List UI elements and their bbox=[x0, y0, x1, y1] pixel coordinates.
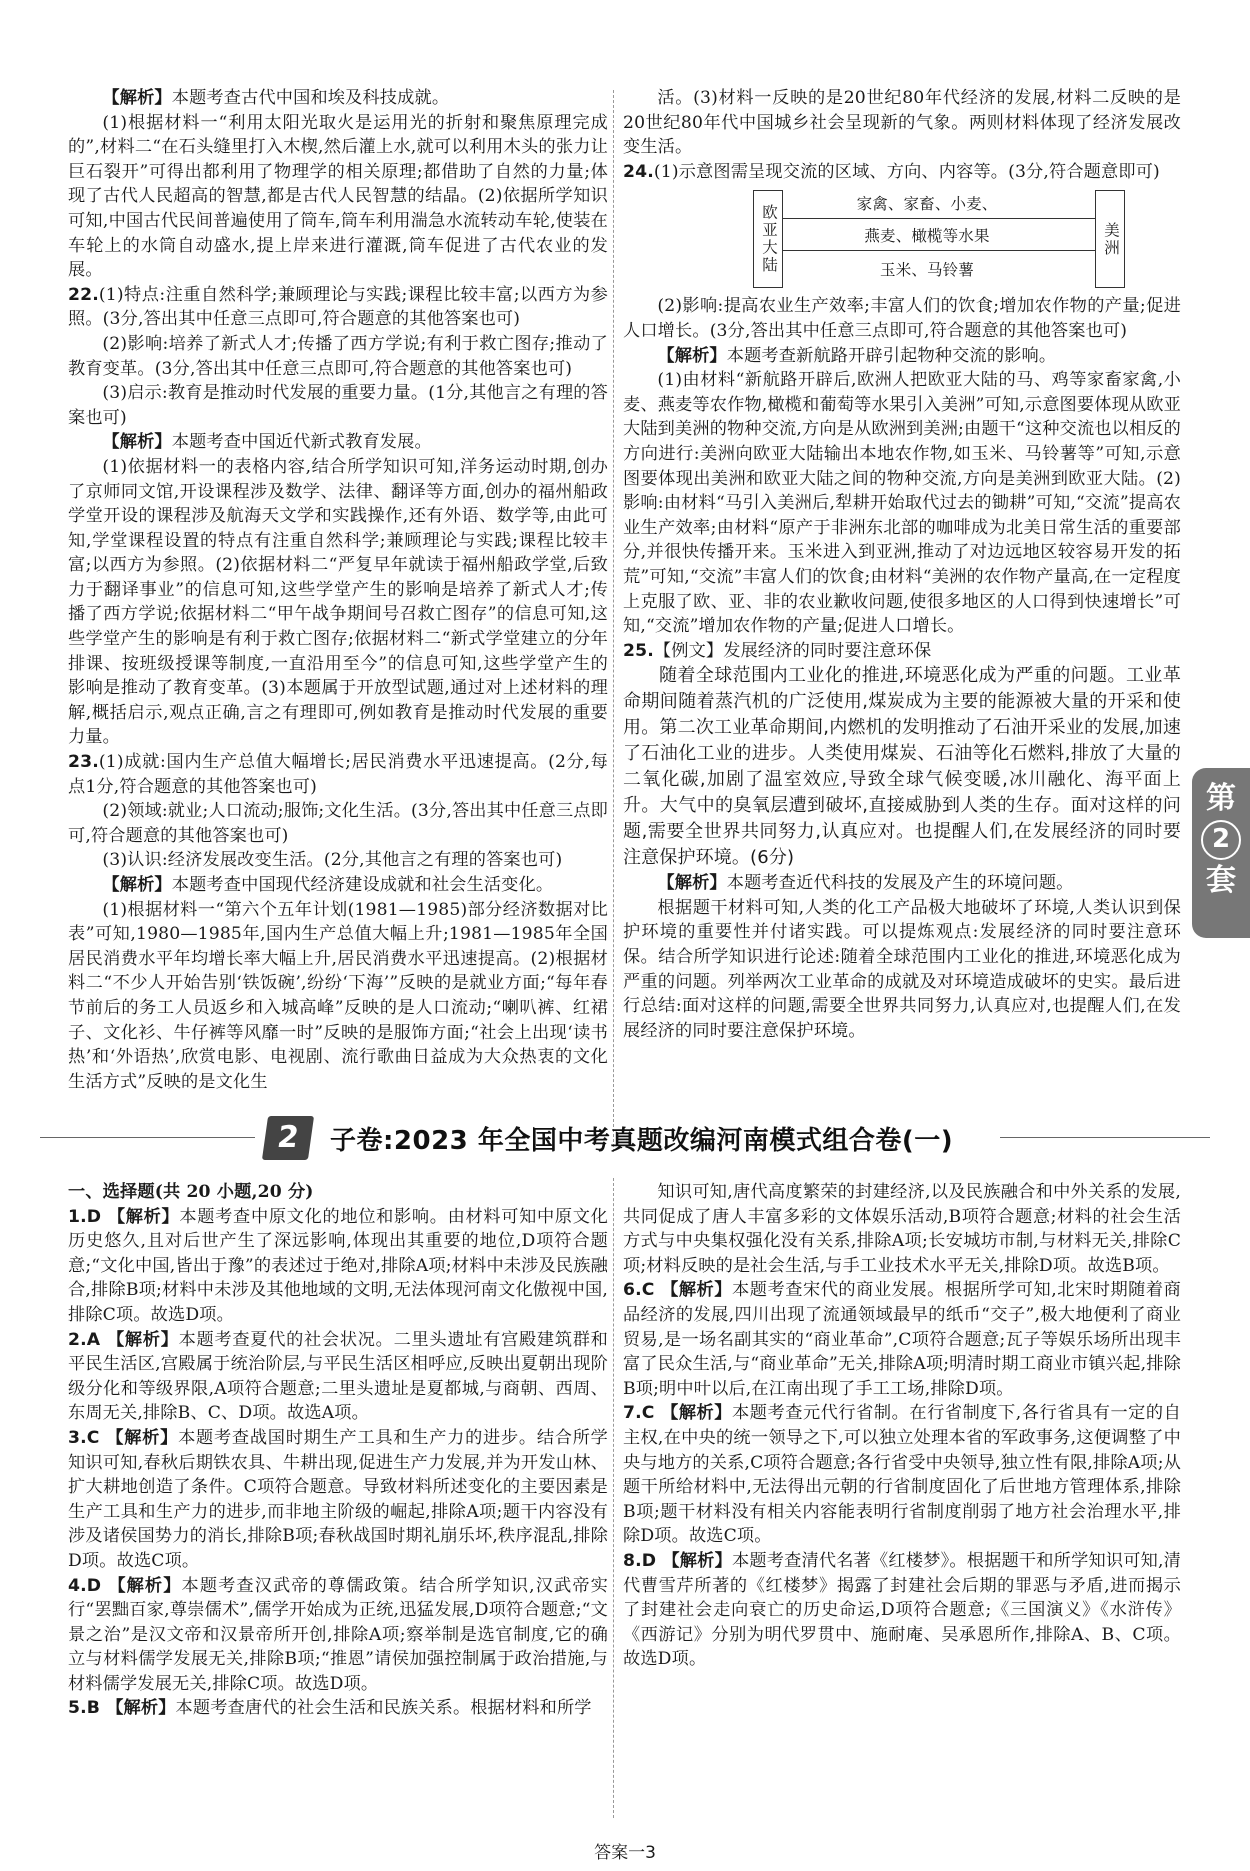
analysis-label: 【解析】 bbox=[107, 1206, 180, 1227]
paragraph bbox=[623, 1401, 1181, 1549]
analysis-label: 【解析】 bbox=[108, 1575, 182, 1596]
tab-bottom-char: 套 bbox=[1206, 863, 1236, 898]
paragraph bbox=[68, 1426, 608, 1574]
answer-text: (1)特点:注重自然科学;兼顾理论与实践;课程比较丰富;以西方为参照。(3分,答出其中任意三点即可,符合题意的其他答案也可) bbox=[68, 284, 608, 330]
question-number: 6. bbox=[623, 1280, 642, 1301]
answer-letter: D bbox=[641, 1550, 663, 1571]
analysis-label: 【解析】 bbox=[106, 1329, 179, 1350]
essay-text: 随着全球范围内工业化的推进,环境恶化成为严重的问题。工业革命期间随着蒸汽机的广泛使用,煤炭成为主要的能源被大量的开采和使用。第二次工业革命期间,内燃机的发明推动了石油开采业的发展,加速了石油化工业的进步。人类使用煤炭、石油等化石燃料,排放了大量的二氧化碳,加剧了温室效应,导致全球气候变暖,冰川融化、海平面上升。大气中的臭氧层遭到破坏,直接威胁到人类的生存。面对这样的问题,需要全世界共同努力,认真应对。也提醒人们,在发展经济的同时要注意保护环境。(6分) bbox=[623, 665, 1181, 869]
paragraph bbox=[623, 639, 1181, 664]
analysis-text: 本题考查古代中国和埃及科技成就。 bbox=[171, 88, 450, 108]
answer-letter: D bbox=[86, 1206, 108, 1227]
analysis-label: 【解析】 bbox=[662, 1550, 732, 1571]
paragraph bbox=[68, 283, 608, 332]
answer-letter: B bbox=[86, 1698, 107, 1719]
analysis-text: 本题考查中国近代新式教育发展。 bbox=[171, 432, 432, 453]
banner-rule-right bbox=[1000, 1137, 1210, 1138]
analysis-label: 【解析】 bbox=[102, 88, 172, 108]
paragraph: 知识可知,唐代高度繁荣的封建经济,以及民族融合和中外关系的发展,共同促成了唐人丰富多彩的文体娱乐活动,B项符合题意;材料的社会生活方式与中央集权强化没有关系,排除A项;长安城坊市制,与材料无关,排除C项;材料反映的是社会生活,与手工业技术水平无关,排除D项。故选B项。 bbox=[623, 1182, 1181, 1276]
diagram-right-box: 美洲 bbox=[1095, 190, 1125, 288]
analysis-label: 【解析】 bbox=[102, 875, 172, 895]
analysis-label: 【解析】 bbox=[657, 873, 727, 894]
paragraph: 活。(3)材料一反映的是20世纪80年代经济的发展,材料二反映的是20世纪80年代中国城乡社会呈现新的气象。两则材料体现了经济发展改变生活。 bbox=[623, 88, 1181, 158]
analysis-label: 【解析】 bbox=[657, 345, 727, 366]
banner-title: 子卷:2023 年全国中考真题改编河南模式组合卷(一) bbox=[330, 1126, 954, 1156]
analysis-label: 【解析】 bbox=[106, 1698, 176, 1719]
column-divider-bottom bbox=[613, 1178, 614, 1818]
section-banner bbox=[40, 1112, 1210, 1164]
paragraph: (1)根据材料一“利用太阳光取火是运用光的折射和聚焦原理完成的”,材料二“在石头缝里打入木楔,然后灌上水,就可以利用木头的张力让巨石裂开”可得出都利用了物理学的相关原理;都借助了自然的力量;体现了古代人民超高的智慧,都是古代人民智慧的结晶。(2)依据所学知识可知,中国古代民间普遍使用了筒车,筒车利用湍急水流转动车轮,使装在车轮上的水筒自动盛水,提上岸来进行灌溉,筒车促进了古代农业的发展。 bbox=[68, 112, 608, 281]
bottom-left-column bbox=[68, 1180, 608, 1721]
paragraph bbox=[623, 871, 1181, 896]
analysis-text: 本题考查唐代的社会生活和民族关系。根据材料和所学 bbox=[175, 1698, 592, 1719]
question-number: 22. bbox=[68, 284, 99, 305]
paragraph: 根据题干材料可知,人类的化工产品极大地破坏了环境,人类认识到保护环境的重要性并付诸实践。可以提炼观点:发展经济的同时要注意环保。结合所学知识进行论述:随着全球范围内工业化的推进,环境恶化成为严重的问题。列举两次工业革命的成就及对环境造成破坏的史实。最后进行总结:面对这样的问题,需要全世界共同努力,认真应对,也提醒人们,在发展经济的同时要注意保护环境。 bbox=[623, 897, 1181, 1041]
analysis-text: 本题考查战国时期生产工具和生产力的进步。结合所学知识可知,春秋后期铁农具、牛耕出现,促进生产力发展,并为开发山林、扩大耕地创造了条件。C项符合题意。导致材料所述变化的主要因素是生产工具和生产力的进步,而非地主阶级的崛起,排除A项;题干内容没有涉及诸侯国势力的消长,排除B项;春秋战国时期礼崩乐坏,秩序混乱,排除D项。故选C项。 bbox=[68, 1427, 608, 1571]
tab-number: 2 bbox=[1201, 820, 1241, 860]
paragraph bbox=[68, 1328, 608, 1426]
section-heading: 一、选择题(共 20 小题,20 分) bbox=[68, 1182, 314, 1202]
analysis-label: 【解析】 bbox=[106, 1427, 179, 1448]
paragraph bbox=[68, 1696, 608, 1721]
banner-number-badge: 2 bbox=[262, 1116, 314, 1160]
diagram-left-box: 欧亚大陆 bbox=[753, 190, 783, 288]
exchange-diagram bbox=[753, 190, 1173, 290]
question-number: 23. bbox=[68, 752, 99, 773]
answer-text: 【例文】发展经济的同时要注意环保 bbox=[653, 640, 932, 661]
diagram-arrow-2 bbox=[783, 250, 1095, 251]
tab-top-char: 第 bbox=[1206, 781, 1236, 816]
paragraph bbox=[623, 1278, 1181, 1401]
answer-24-analysis-block bbox=[623, 294, 1181, 663]
analysis-text: 本题考查夏代的社会状况。二里头遗址有宫殿建筑群和平民生活区,宫殿属于统治阶层,与平民生活区相呼应,反映出夏朝出现阶级分化和等级界限,A项符合题意;二里头遗址是夏都城,与商朝、西周、东周无关,排除B、C、D项。故选A项。 bbox=[68, 1329, 608, 1424]
paragraph: (1)根据材料一“第六个五年计划(1981—1985)部分经济数据对比表”可知,1980—1985年,国内生产总值大幅上升;1981—1985年全国居民消费水平年均增长率大幅上升,居民消费水平迅速提高。(2)根据材料二“不少人开始告别‘铁饭碗’,纷纷‘下海’”反映的是就业方面;“每年春节前后的务工人员返乡和入城高峰”反映的是人口流动;“喇叭裤、红裙子、文化衫、牛仔裤等风靡一时”反映的是服饰方面;“社会上出现‘读书热’和‘外语热’,欣赏电影、电视剧、流行歌曲日益成为大众热衷的文化生活方式”反映的是文化生 bbox=[68, 899, 608, 1092]
answer-25-analysis-block bbox=[623, 871, 1181, 1043]
paragraph: (2)领域:就业;人口流动;服饰;文化生活。(3分,答出其中任意三点即可,符合题意的其他答案也可) bbox=[68, 801, 608, 846]
analysis-text: 本题考查中原文化的地位和影响。由材料可知中原文化历史悠久,且对后世产生了深远影响,体现出其重要的地位,D项符合题意;“文化中国,皆出于豫”的表述过于绝对,排除A项;材料中未涉及民族融合,排除B项;材料中未涉及其他地域的文明,无法体现河南文化傲视中国,排除C项。故选D项。 bbox=[68, 1206, 608, 1325]
diagram-arrow-1 bbox=[783, 218, 1095, 219]
diagram-top-label: 家禽、家畜、小麦、 bbox=[856, 195, 998, 214]
answer-letter: C bbox=[86, 1427, 107, 1448]
paragraph: (3)认识:经济发展改变生活。(2分,其他言之有理的答案也可) bbox=[102, 850, 563, 871]
question-number: 5. bbox=[68, 1698, 87, 1719]
paragraph bbox=[68, 86, 608, 111]
paragraph bbox=[68, 1205, 608, 1328]
paragraph: (1)由材料“新航路开辟后,欧洲人把欧亚大陆的马、鸡等家畜家禽,小麦、燕麦等农作物,橄榄和葡萄等水果引入美洲”可知,示意图要体现从欧亚大陆到美洲的物种交流,方向是从欧洲到美洲;由题干“这种交流也以相反的方向进行:美洲向欧亚大陆输出本地农作物,如玉米、马铃薯等”可知,示意图要体现出美洲和欧亚大陆之间的物种交流,方向是美洲到欧亚大陆。(2)影响:由材料“马引入美洲后,犁耕开始取代过去的锄耕”可知,“交流”提高农业生产效率;由材料“原产于非洲东北部的咖啡成为北美日常生活的重要部分,并很快传播开来。玉米进入到亚洲,推动了对边远地区较容易开发的拓荒”可知,“交流”丰富人们的饮食;由材料“美洲的农作物产量高,在一定程度上克服了欧、亚、非的农业歉收问题,使很多地区的人口得到快速增长”可知,“交流”增加农作物的产量;促进人口增长。 bbox=[623, 370, 1181, 637]
analysis-text: 本题考查新航路开辟引起物种交流的影响。 bbox=[726, 345, 1057, 366]
analysis-text: 本题考查中国现代经济建设成就和社会生活变化。 bbox=[171, 875, 554, 895]
paragraph bbox=[623, 160, 1181, 185]
answer-23-24-block bbox=[623, 86, 1181, 184]
diagram-bottom-label: 玉米、马铃薯 bbox=[880, 261, 974, 280]
analysis-label: 【解析】 bbox=[661, 1403, 733, 1424]
paragraph: (3)启示:教育是推动时代发展的重要力量。(1分,其他言之有理的答案也可) bbox=[68, 383, 608, 428]
top-right-column bbox=[623, 86, 1181, 1043]
analysis-text: 本题考查汉武帝的尊儒政策。结合所学知识,汉武帝实行“罢黜百家,尊崇儒术”,儒学开始成为正统,迅猛发展,D项符合题意;“文景之治”是汉文帝和汉景帝所开创,排除A项;察举制是选官制度,它的确立与材料儒学发展无关,排除B项;“推恩”请侯加强控制属于政治措施,与材料儒学发展无关,排除C项。故选D项。 bbox=[68, 1575, 608, 1694]
question-number: 7. bbox=[623, 1403, 642, 1424]
paragraph bbox=[623, 344, 1181, 369]
analysis-text: 本题考查元代行省制。在行省制度下,各行省具有一定的自主权,在中央的统一领导之下,可以独立处理本省的军政事务,这便调整了中央与地方的关系,C项符合题意;各行省受中央领导,独立性有限,排除A项;从题干所给材料中,无法得出元朝的行省制度固化了后世地方管理体系,排除B项;题干材料没有相关内容能表明行省制度削弱了地方社会治理水平,排除D项。故选C项。 bbox=[623, 1403, 1181, 1547]
answer-letter: C bbox=[641, 1280, 662, 1301]
analysis-text: 本题考查近代科技的发展及产生的环境问题。 bbox=[726, 873, 1074, 894]
question-number: 2. bbox=[68, 1329, 87, 1350]
bottom-right-column bbox=[623, 1180, 1181, 1672]
question-number: 24. bbox=[623, 161, 654, 182]
answer-letter: A bbox=[86, 1329, 107, 1350]
column-divider-top bbox=[613, 90, 614, 1152]
answer-letter: D bbox=[86, 1575, 109, 1596]
diagram-mid-label: 燕麦、橄榄等水果 bbox=[864, 227, 990, 246]
question-number: 1. bbox=[68, 1206, 87, 1227]
answer-text: (1)示意图需呈现交流的区域、方向、内容等。(3分,符合题意即可) bbox=[653, 161, 1160, 182]
analysis-text: 本题考查宋代的商业发展。根据所学可知,北宋时期随着商品经济的发展,四川出现了流通领域最早的纸币“交子”,极大地便利了商业贸易,是一场名副其实的“商业革命”,C项符合题意;瓦子等娱乐场所出现丰富了民众生活,与“商业革命”无关,排除A项;明清时期工商业市镇兴起,排除B项;明中叶以后,在江南出现了手工工场,排除D项。 bbox=[623, 1280, 1181, 1399]
banner-rule-left bbox=[40, 1137, 255, 1138]
paragraph bbox=[68, 873, 608, 898]
answer-text: (1)成就:国内生产总值大幅增长;居民消费水平迅速提高。(2分,每点1分,符合题意的其他答案也可) bbox=[68, 752, 608, 797]
answer-letter: C bbox=[641, 1403, 662, 1424]
page-footer: 答案一3 bbox=[594, 1843, 656, 1863]
question-number: 3. bbox=[68, 1427, 87, 1448]
paragraph bbox=[68, 1574, 608, 1697]
analysis-label: 【解析】 bbox=[102, 432, 172, 453]
analysis-label: 【解析】 bbox=[661, 1280, 733, 1301]
paragraph: (1)依据材料一的表格内容,结合所学知识可知,洋务运动时期,创办了京师同文馆,开设课程涉及数学、法律、翻译等方面,创办的福州船政学堂开设的课程涉及航海天文学和实践操作,还有外语、数学等,由此可知,学堂课程设置的特点有注重自然科学;兼顾理论与实践;课程比较丰富;以西方为参照。(2)依据材料二“严复早年就读于福州船政学堂,后致力于翻译事业”的信息可知,这些学堂产生的影响是培养了新式人才;传播了西方学说;依据材料二“甲午战争期间号召救亡图存”的信息可知,这些学堂产生的影响是有利于救亡图存;依据材料二“新式学堂建立的分年排课、按班级授课等制度,一直沿用至今”的信息可知,这些学堂产生的影响是推动了教育变革。(3)本题属于开放型试题,通过对上述材料的理解,概括启示,观点正确,言之有理即可,例如教育是推动时代发展的重要力量。 bbox=[68, 456, 608, 748]
question-number: 8. bbox=[623, 1550, 642, 1571]
paragraph: (2)影响:提高农业生产效率;丰富人们的饮食;增加农作物的产量;促进人口增长。(3分,答出其中任意三点即可,符合题意的其他答案也可) bbox=[623, 296, 1181, 341]
paragraph: (2)影响:培养了新式人才;传播了西方学说;有利于救亡图存;推动了教育变革。(3分,答出其中任意三点即可,符合题意的其他答案也可) bbox=[68, 333, 608, 379]
analysis-text: 本题考查清代名著《红楼梦》。根据题干和所学知识可知,清代曹雪芹所著的《红楼梦》揭露了封建社会后期的罪恶与矛盾,进而揭示了封建社会走向衰亡的历史命运,D项符合题意;《三国演义》《水浒传》《西游记》分别为明代罗贯中、施耐庵、吴承恩所作,排除A、B、C项。故选D项。 bbox=[623, 1550, 1181, 1670]
question-number: 25. bbox=[623, 640, 654, 661]
paragraph bbox=[623, 1549, 1181, 1672]
set-tab bbox=[1192, 768, 1250, 938]
question-number: 4. bbox=[68, 1575, 87, 1596]
paragraph bbox=[68, 750, 608, 799]
top-left-column bbox=[68, 86, 608, 1094]
paragraph bbox=[68, 430, 608, 455]
